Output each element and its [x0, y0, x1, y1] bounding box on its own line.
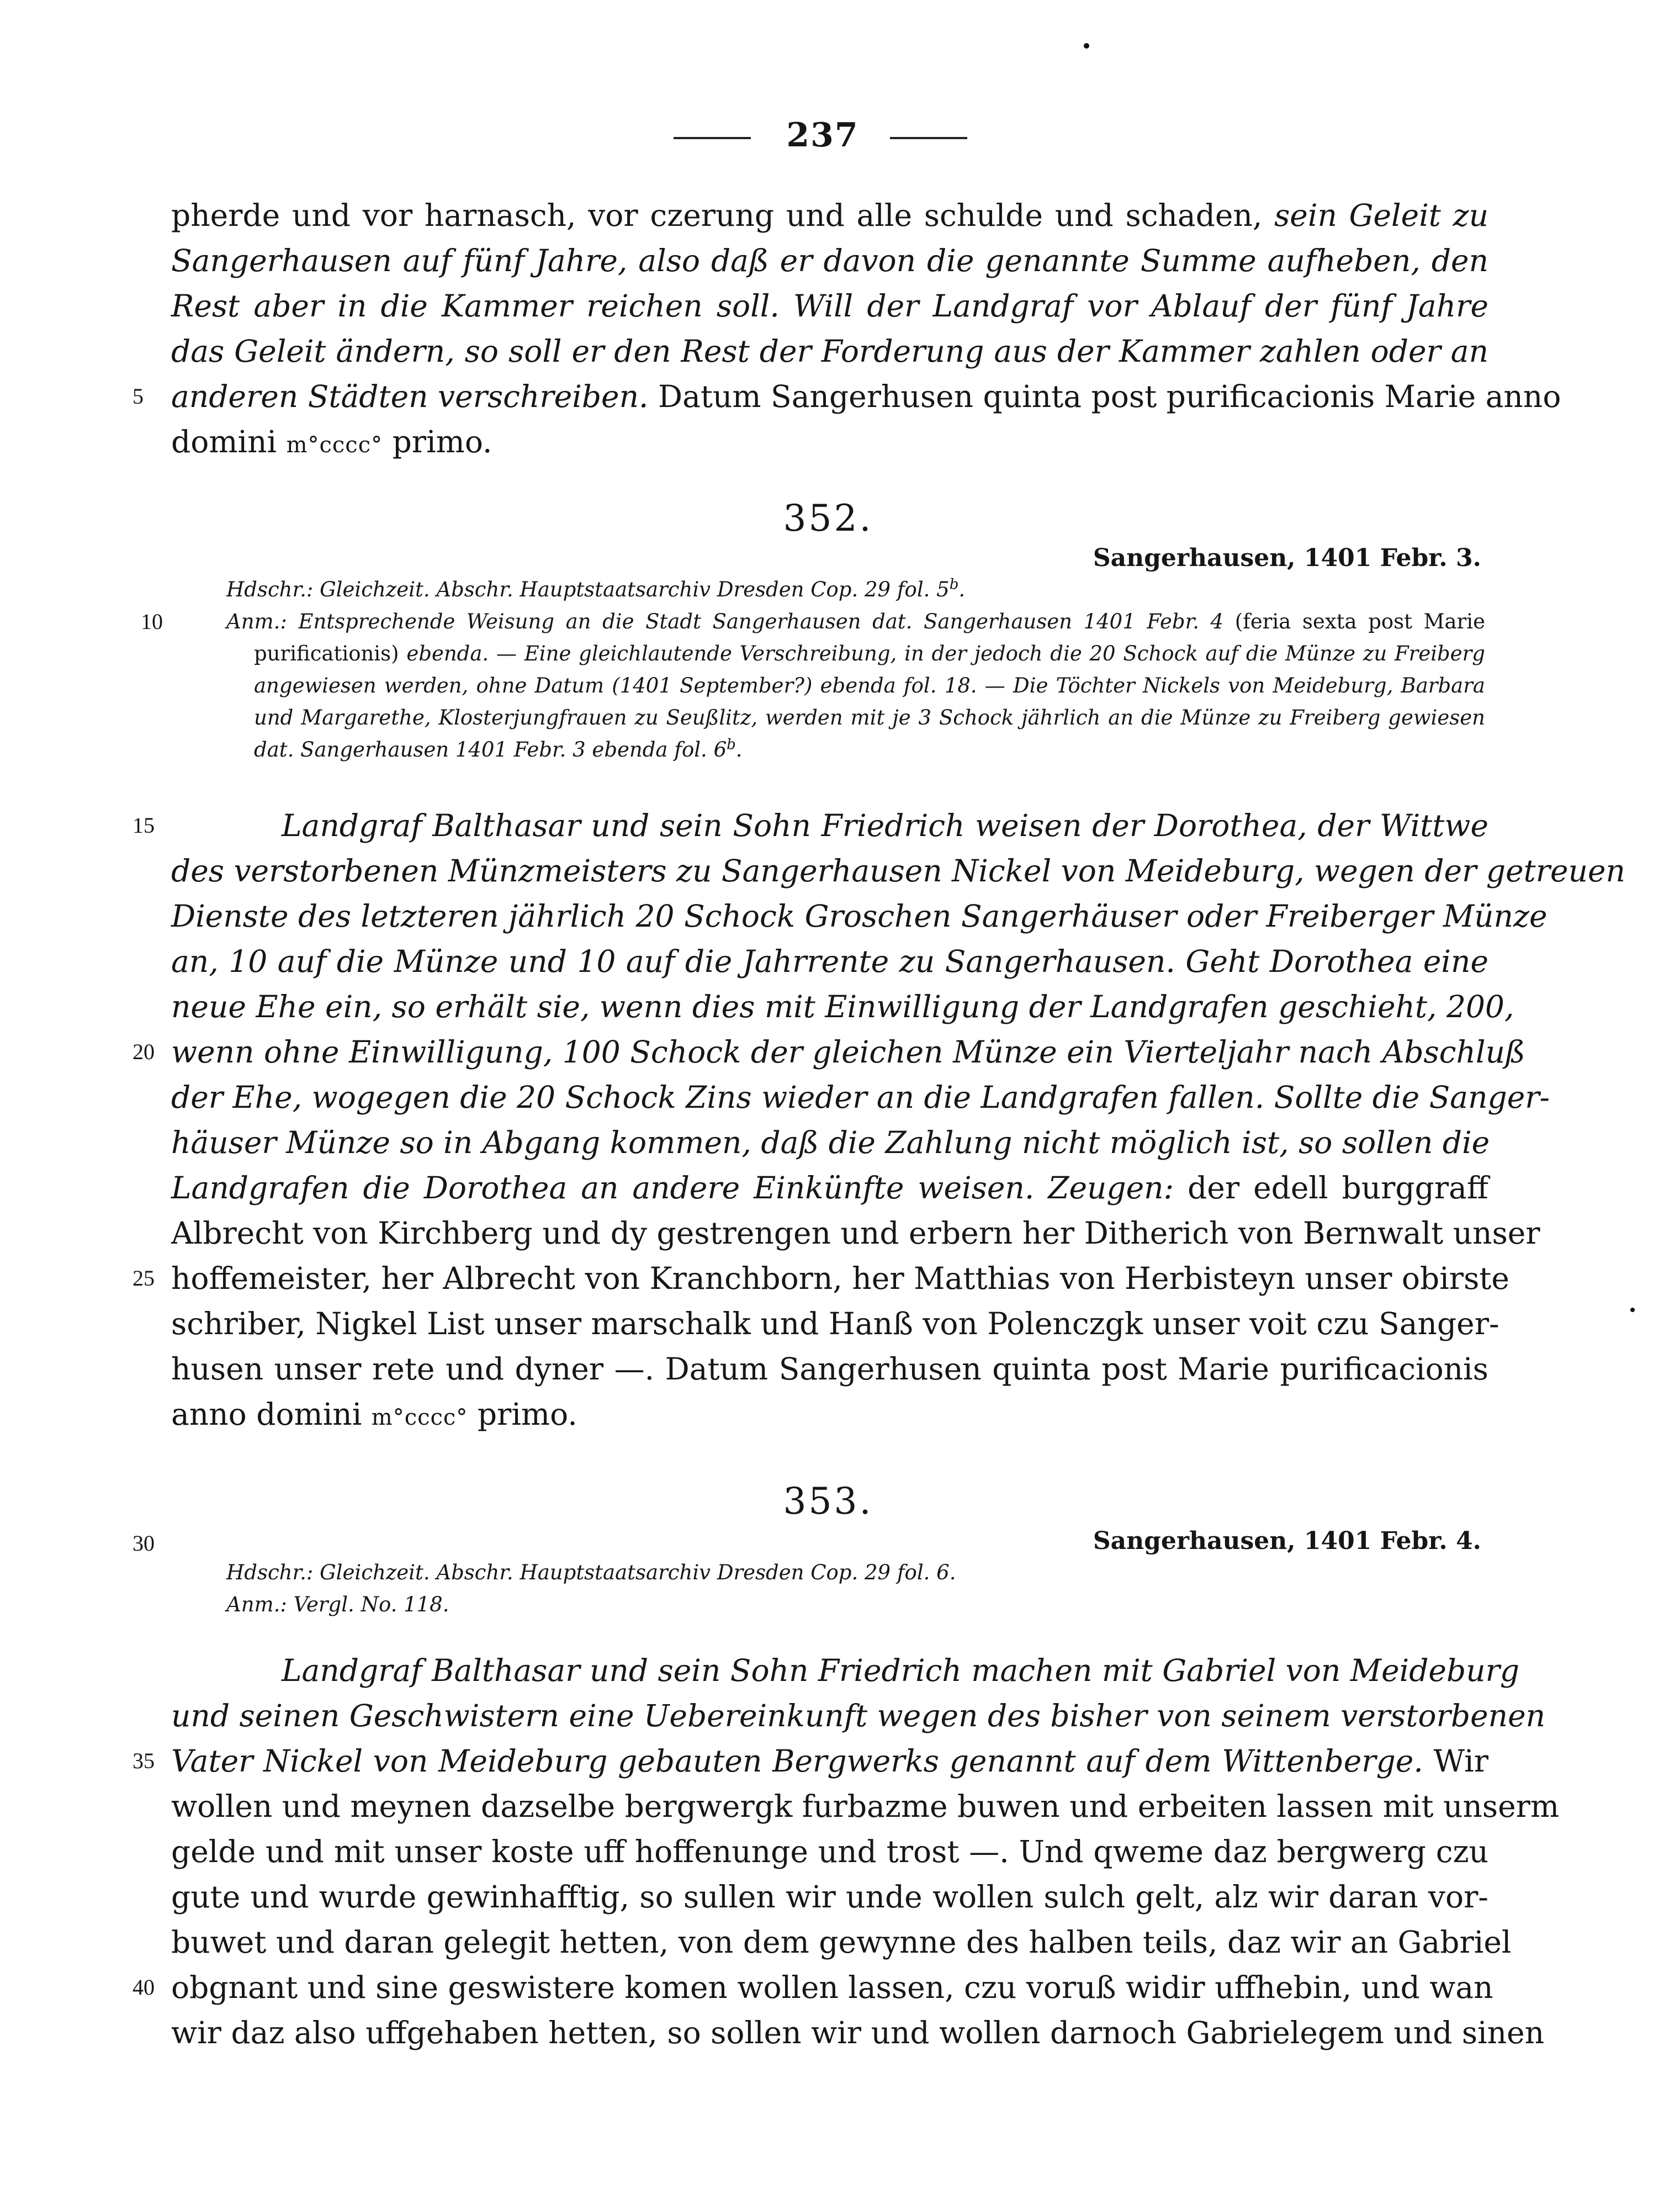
scan-speck — [1630, 1308, 1635, 1312]
text-line: wenn ohne Einwilligung, 100 Schock der gleichen Münze ein Vierteljahr nach Abschluß — [171, 1034, 1525, 1070]
line-number: 35 — [133, 1748, 155, 1773]
line-number: 15 — [133, 813, 155, 838]
document-place-date: Sangerhausen, 1401 Febr. 4. — [1093, 1527, 1481, 1555]
line-number: 40 — [133, 1975, 155, 2000]
text-line: an, 10 auf die Münze und 10 auf die Jahrrente zu Sangerhausen. Geht Dorothea eine — [171, 944, 1488, 979]
apparatus-line: und Margarethe, Klosterjungfrauen zu Seußlitz, werden mit je 3 Schock jährlich an die Münze zu Freiberg gewiesen — [254, 706, 1485, 729]
line-number: 25 — [133, 1266, 155, 1291]
document-number: 352. — [783, 497, 873, 540]
line-number: 10 — [141, 609, 163, 634]
page-header — [0, 116, 1680, 160]
text-line: und seinen Geschwistern eine Uebereinkunft wegen des bisher von seinem verstorbenen — [171, 1698, 1546, 1733]
text-line: Vater Nickel von Meideburg gebauten Bergwerks genannt auf dem Wittenberge. Wir — [171, 1743, 1488, 1779]
text-line: der Ehe, wogegen die 20 Schock Zins wieder an die Landgrafen fallen. Sollte die Sanger- — [171, 1080, 1550, 1115]
text-line: neue Ehe ein, so erhält sie, wenn dies mit Einwilligung der Landgrafen geschieht, 200, — [171, 989, 1514, 1024]
apparatus-line: dat. Sangerhausen 1401 Febr. 3 ebenda fol. 6$^b$. — [254, 736, 743, 762]
text-line: wollen und meynen dazselbe bergwergk furbazme buwen und erbeiten lassen mit unserm — [171, 1789, 1560, 1824]
text-line: Landgrafen die Dorothea an andere Einkünfte weisen. Zeugen: der edell burggraff — [171, 1170, 1488, 1205]
text-line: häuser Münze so in Abgang kommen, daß die Zahlung nicht möglich ist, so sollen die — [171, 1125, 1490, 1160]
text-line: gute und wurde gewinhafftig, so sullen wir unde wollen sulch gelt, alz wir daran vor- — [171, 1879, 1488, 1915]
text-line: Landgraf Balthasar und sein Sohn Friedrich weisen der Dorothea, der Wittwe — [282, 808, 1488, 843]
line-number: 20 — [133, 1039, 155, 1064]
apparatus-line: Hdschr.: Gleichzeit. Abschr. Hauptstaatsarchiv Dresden Cop. 29 fol. 6. — [226, 1561, 956, 1584]
scan-speck — [1084, 43, 1089, 49]
line-number: 5 — [133, 384, 144, 409]
text-line: pherde und vor harnasch, vor czerung und alle schulde und schaden, sein Geleit zu — [171, 198, 1488, 233]
line-number: 30 — [133, 1531, 155, 1556]
text-line: das Geleit ändern, so soll er den Rest der Forderung aus der Kammer zahlen oder an — [171, 334, 1488, 369]
text-line: domini m°cccc° primo. — [171, 424, 492, 459]
apparatus-line: angewiesen werden, ohne Datum (1401 September?) ebenda fol. 18. — Die Töchter Nickels von Meideburg, Barbara — [254, 674, 1485, 697]
header-rule-left — [674, 137, 751, 139]
text-line: Albrecht von Kirchberg und dy gestrengen und erbern her Ditherich von Bernwalt unser — [171, 1215, 1540, 1251]
text-line: des verstorbenen Münzmeisters zu Sangerhausen Nickel von Meideburg, wegen der getreuen — [171, 853, 1625, 889]
text-line: hoffemeister, her Albrecht von Kranchborn, her Matthias von Herbisteyn unser obirste — [171, 1261, 1509, 1296]
text-line: husen unser rete und dyner —. Datum Sangerhusen quinta post Marie purificacionis — [171, 1351, 1488, 1387]
text-line: anno domini m°cccc° primo. — [171, 1397, 577, 1432]
text-line: gelde und mit unser koste uff hoffenunge und trost —. Und qweme daz bergwerg czu — [171, 1834, 1488, 1869]
text-line: anderen Städten verschreiben. Datum Sangerhusen quinta post purificacionis Marie anno — [171, 379, 1561, 414]
text-line: Landgraf Balthasar und sein Sohn Friedrich machen mit Gabriel von Meideburg — [282, 1653, 1520, 1688]
text-line: obgnant und sine geswistere komen wollen lassen, czu voruß widir uffhebin, und wan — [171, 1970, 1493, 2005]
apparatus-line: Anm.: Vergl. No. 118. — [226, 1593, 449, 1616]
text-line: schriber, Nigkel List unser marschalk und Hanß von Polenczgk unser voit czu Sanger- — [171, 1306, 1499, 1341]
text-line: Sangerhausen auf fünf Jahre, also daß er davon die genannte Summe aufheben, den — [171, 243, 1488, 278]
text-line: wir daz also uffgehaben hetten, so sollen wir und wollen darnoch Gabrielegem und sinen — [171, 2015, 1545, 2050]
apparatus-line: Hdschr.: Gleichzeit. Abschr. Hauptstaatsarchiv Dresden Cop. 29 fol. 5$^b$. — [226, 576, 966, 601]
document-number: 353. — [783, 1480, 873, 1522]
header-rule-right — [890, 137, 967, 139]
apparatus-line: Anm.: Entsprechende Weisung an die Stadt Sangerhausen dat. Sangerhausen 1401 Febr. 4 (feria sexta post Marie — [226, 610, 1485, 633]
page-number: 237 — [786, 116, 859, 155]
text-line: Rest aber in die Kammer reichen soll. Will der Landgraf vor Ablauf der fünf Jahre — [171, 288, 1488, 324]
text-line: buwet und daran gelegit hetten, von dem gewynne des halben teils, daz wir an Gabriel — [171, 1924, 1512, 1960]
document-place-date: Sangerhausen, 1401 Febr. 3. — [1093, 544, 1481, 572]
text-line: Dienste des letzteren jährlich 20 Schock Groschen Sangerhäuser oder Freiberger Münze — [171, 898, 1547, 934]
apparatus-line: purificationis) ebenda. — Eine gleichlautende Verschreibung, in der jedoch die 20 Schock auf die Münze zu Freiberg — [254, 642, 1485, 665]
